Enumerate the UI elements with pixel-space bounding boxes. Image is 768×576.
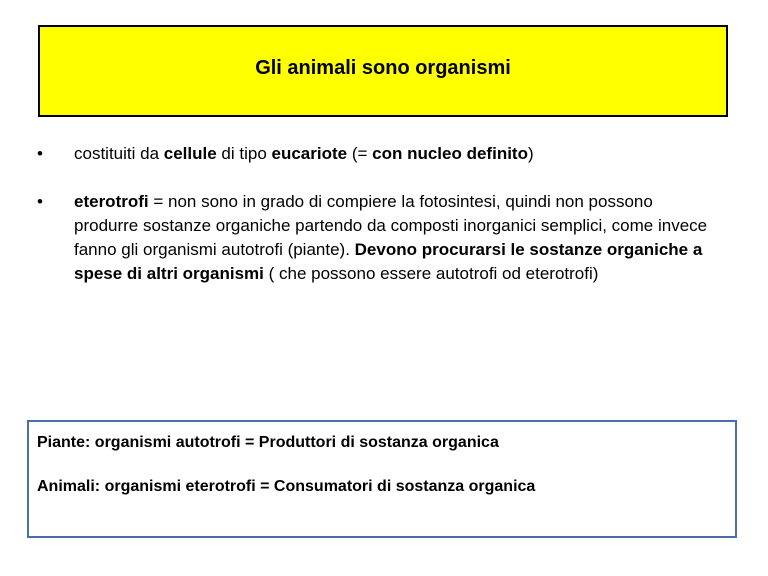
slide-title: Gli animali sono organismi [255, 56, 511, 79]
bullet-text: di tipo [216, 144, 272, 163]
bullet-bold-text: eterotrofi [74, 192, 149, 211]
bullet-dot-icon: • [37, 192, 43, 211]
bullet-bold-text: Devono procurarsi le sostanze organiche a spese di altri organismi [74, 240, 703, 283]
title-box [38, 25, 728, 117]
bullet-text: = non sono in grado di compiere la fotosintesi, quindi non possono produrre sostanze organiche partendo da composti inorganici semplici, come invece fanno gli organismi autotrofi (piante). [74, 192, 708, 259]
bullet-item-cells [30, 142, 720, 166]
summary-box [27, 420, 737, 538]
bullet-bold-text: con nucleo definito [372, 144, 528, 163]
bullet-text: costituiti da [74, 144, 164, 163]
bullet-bold-text: cellule [163, 144, 217, 163]
bullet-bold-text: eucariote [271, 144, 348, 163]
bullet-text: ) [527, 144, 534, 163]
bullet-text: (= [347, 144, 373, 163]
bullet-dot-icon: • [37, 144, 43, 163]
summary-line-plants: Piante: organismi autotrofi = Produttori di sostanza organica [37, 434, 499, 451]
bullet-list [30, 142, 720, 310]
bullet-item-heterotrophs [30, 190, 720, 286]
summary-line-animals: Animali: organismi eterotrofi = Consumatori di sostanza organica [37, 478, 536, 495]
bullet-text: ( che possono essere autotrofi od eterotrofi) [263, 264, 599, 283]
